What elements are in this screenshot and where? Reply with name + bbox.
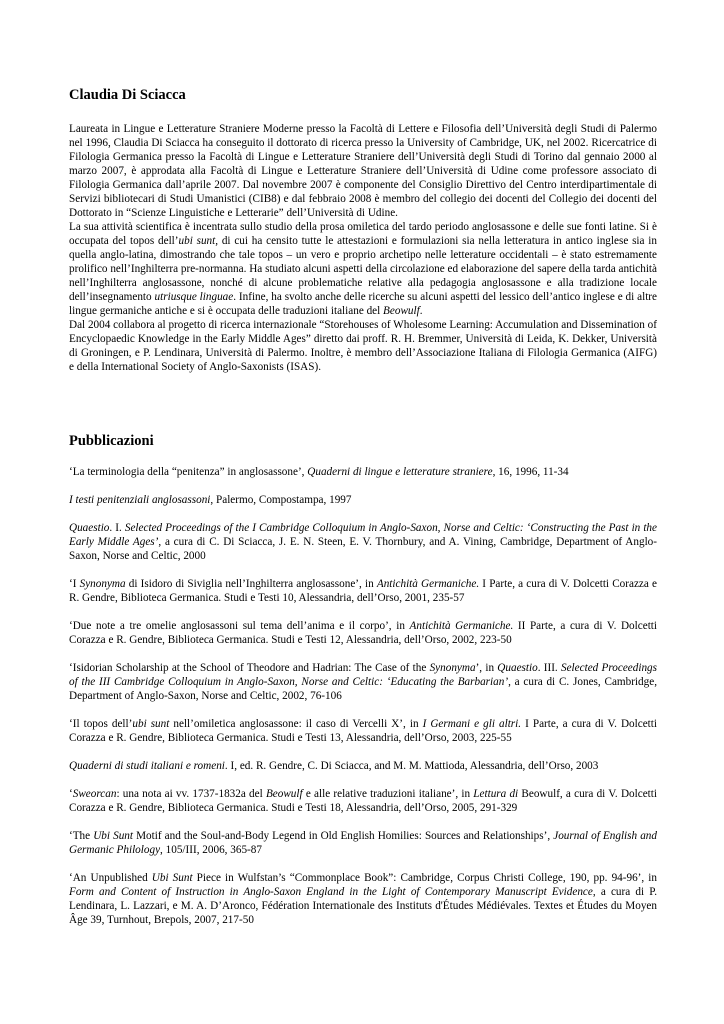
text-segment: , a cura di C. Di Sciacca, J. E. N. Steen, E. V. Thornbury, and A. Vining, Cambridge, Department of Anglo-Saxon, Norse and Celtic, 2000 xyxy=(69,536,657,562)
text-segment: . I, ed. R. Gendre, C. Di Sciacca, and M. M. Mattioda, Alessandria, dell’Orso, 2003 xyxy=(224,760,599,772)
italic-text: Beowulf xyxy=(383,305,420,317)
biography-paragraph xyxy=(69,220,657,318)
italic-text: Antichità Germaniche. xyxy=(409,620,514,632)
text-segment: I Parte, a cura di V. Dolcetti Corazza e R. Gendre, Biblioteca Germanica. Studi e Testi 10, Alessandria, dell’Orso, 2001, 235-57 xyxy=(69,578,657,604)
text-segment: . Infine, ha svolto anche delle ricerche su alcuni aspetti del lessico dell’antico inglese e di altre lingue germaniche antiche e si è occupata delle traduzioni italiane del xyxy=(69,291,658,317)
publication-entry xyxy=(69,493,657,507)
text-segment: : una nota ai vv. 1737-1832a del xyxy=(116,788,266,800)
text-segment: . I. xyxy=(109,522,125,534)
italic-text: Ubi Sunt xyxy=(151,872,193,884)
biography-section xyxy=(69,122,657,374)
publication-entry xyxy=(69,577,657,605)
italic-text: Journal of English and Germanic Philology xyxy=(69,830,657,856)
text-segment: . III. xyxy=(537,662,561,674)
text-segment: ‘La terminologia della “penitenza” in anglosassone’, xyxy=(69,466,308,478)
text-segment: Laureata in Lingue e Letterature Straniere Moderne presso la Facoltà di Lettere e Filosofia dell’Università degli Studi di Palermo nel 1996, Claudia Di Sciacca ha conseguito il dottorato di ricerca presso la University of Cambridge, UK, nel 2002. Ricercatrice di Filologia Germanica presso la Facoltà di Lingue e Letterature Straniere dell’Università degli Studi di Torino dal gennaio 2000 al marzo 2007, è approdata alla Facoltà di Lingue e Letterature Straniere dell’Università di Udine come professore associato di Filologia Germanica dall’aprile 2007. Dal novembre 2007 è componente del Consiglio Direttivo del Centro interdipartimentale di Servizi bibliotecari di Studi Umanistici (CIB8) e dal febbraio 2008 è membro del collegio dei docenti del Collegio dei docenti del Dottorato in “Scienze Linguistiche e Letterarie” dell’Università di Udine. xyxy=(69,123,657,219)
text-segment: , Palermo, Compostampa, 1997 xyxy=(210,494,352,506)
text-segment: . xyxy=(419,305,423,317)
text-segment: ‘An Unpublished xyxy=(69,872,152,884)
italic-text: Quaestio xyxy=(69,522,110,534)
italic-text: Quaderni di studi italiani e romeni xyxy=(69,760,225,772)
text-segment: , a cura di C. Jones, Cambridge, Department of Anglo-Saxon, Norse and Celtic, 2002, 76-106 xyxy=(69,676,657,702)
italic-text: utriusque linguae xyxy=(154,291,234,303)
text-segment: nell’omiletica anglosassone: il caso di Vercelli X’, in xyxy=(169,718,423,730)
text-segment: Piece in Wulfstan’s “Commonplace Book”: Cambridge, Corpus Christi College, 190, pp. 94-96’, in xyxy=(192,872,658,884)
italic-text: Sweorcan xyxy=(72,788,117,800)
text-segment: ‘The xyxy=(69,830,94,842)
text-segment: ’, in xyxy=(475,662,498,674)
text-segment: I Parte, a cura di V. Dolcetti Corazza e R. Gendre, Biblioteca Germanica. Studi e Testi 13, Alessandria, dell’Orso, 2003, 225-55 xyxy=(69,718,657,744)
publication-entry xyxy=(69,759,657,773)
text-segment: , 16, 1996, 11-34 xyxy=(492,466,569,478)
text-segment: ‘Isidorian Scholarship at the School of Theodore and Hadrian: The Case of the xyxy=(69,662,430,674)
publications-list xyxy=(69,465,657,941)
text-segment: Dal 2004 collabora al progetto di ricerca internazionale “Storehouses of Wholesome Learning: Accumulation and Dissemination of Encyclopaedic Knowledge in the Early Middle Ages” diretto dai proff. R. H. Bremmer, Università di Leida, K. Dekker, Università di Groningen, e P. Lendinara, Università di Palermo. Inoltre, è membro dell’Associazione Italiana di Filologia Germanica (AIFG) e della International Society of Anglo-Saxonists (ISAS). xyxy=(69,319,657,373)
publication-entry xyxy=(69,465,657,479)
text-segment: di Isidoro di Siviglia nell’Inghilterra anglosassone’, in xyxy=(125,578,377,590)
italic-text: ubi sunt xyxy=(132,718,170,730)
publication-entry xyxy=(69,717,657,745)
publication-entry xyxy=(69,661,657,703)
biography-paragraph xyxy=(69,318,657,374)
italic-text: Antichità Germaniche. xyxy=(376,578,480,590)
text-segment: ‘I xyxy=(69,578,80,590)
italic-text: Selected Proceedings of the I Cambridge Colloquium in Anglo-Saxon, Norse and Celtic: ‘Constructing the Past in the Early Middle Ages’ xyxy=(69,522,657,548)
text-segment: , a cura di P. Lendinara, L. Lazzari, e M. A. D’Aronco, Fédération Internationale des Instituts d'Études Médiévales. Textes et Études du Moyen Âge 39, Turnhout, Brepols, 2007, 217-50 xyxy=(69,886,657,926)
italic-text: Quaderni di lingue e letterature straniere xyxy=(307,466,493,478)
text-segment: II Parte, a cura di V. Dolcetti Corazza e R. Gendre, Biblioteca Germanica. Studi e Testi 12, Alessandria, dell’Orso, 2002, 223-50 xyxy=(69,620,658,646)
text-segment: Beowulf, a cura di V. Dolcetti Corazza e R. Gendre, Biblioteca Germanica. Studi e Testi 18, Alessandria, dell’Orso, 2005, 291-329 xyxy=(69,788,657,814)
text-segment: , di cui ha censito tutte le attestazioni e formulazioni sia nella letteratura in antico inglese sia in quella anglo-latina, dimostrando che tale topos – un vero e proprio archetipo nelle letterature occidentali – è stato estremamente prolifico nell’Inghilterra pre-normanna. Ha studiato alcuni aspetti della circolazione ed elaborazione del sapere della tarda antichità nell’Inghilterra anglosassone, nonché di alcune problematiche relative alla pedagogia anglosassone e alla tradizione locale dell’insegnamento xyxy=(69,235,657,303)
italic-text: Lettura di xyxy=(473,788,519,800)
italic-text: Synonyma xyxy=(429,662,476,674)
italic-text: Beowulf xyxy=(265,788,303,800)
italic-text: Synonyma xyxy=(79,578,126,590)
publication-entry xyxy=(69,619,657,647)
text-segment: ‘Il topos dell’ xyxy=(69,718,133,730)
italic-text: Selected Proceedings of the III Cambridge Colloquium in Anglo-Saxon, Norse and Celtic: ‘Educating the Barbarian’ xyxy=(69,662,658,688)
italic-text: ubi sunt xyxy=(178,235,216,247)
text-segment: Motif and the Soul-and-Body Legend in Old English Homilies: Sources and Relationships’, xyxy=(132,830,554,842)
biography-paragraph xyxy=(69,122,657,220)
author-name-heading: Claudia Di Sciacca xyxy=(69,87,186,103)
publications-heading: Pubblicazioni xyxy=(69,433,154,449)
text-segment: , 105/III, 2006, 365-87 xyxy=(160,844,262,856)
italic-text: Quaestio xyxy=(497,662,538,674)
italic-text: Ubi Sunt xyxy=(93,830,133,842)
italic-text: I Germani e gli altri. xyxy=(422,718,522,730)
italic-text: I testi penitenziali anglosassoni xyxy=(69,494,211,506)
publication-entry xyxy=(69,871,657,927)
text-segment: ‘ xyxy=(69,788,73,800)
text-segment: La sua attività scientifica è incentrata sullo studio della prosa omiletica del tardo periodo anglosassone e delle sue fonti latine. Si è occupata del topos dell’ xyxy=(69,221,657,247)
publication-entry xyxy=(69,521,657,563)
text-segment: e alle relative traduzioni italiane’, in xyxy=(302,788,474,800)
publication-entry xyxy=(69,829,657,857)
italic-text: Form and Content of Instruction in Anglo-Saxon England in the Light of Contemporary Manuscript Evidence xyxy=(69,886,593,898)
publication-entry xyxy=(69,787,657,815)
text-segment: ‘Due note a tre omelie anglosassoni sul tema dell’anima e il corpo’, in xyxy=(69,620,410,632)
